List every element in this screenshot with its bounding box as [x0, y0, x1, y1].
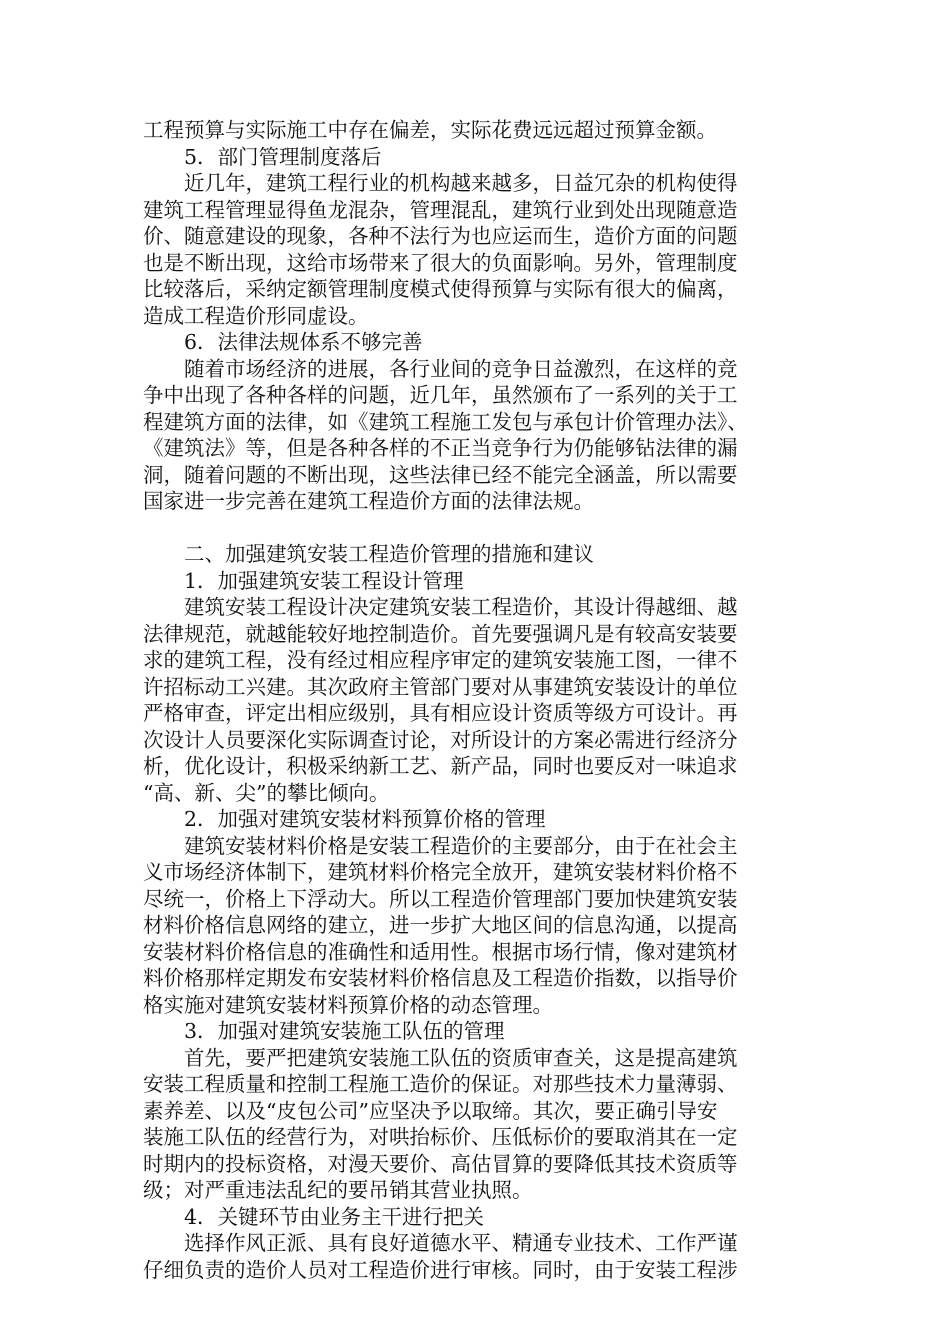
- text-line: 安装工程质量和控制工程施工造价的保证。对那些技术力量薄弱、: [143, 1072, 738, 1096]
- section-heading: 6．法律法规体系不够完善: [184, 330, 423, 354]
- text-line: 比较落后，采纳定额管理制度模式使得预算与实际有很大的偏离，: [143, 277, 738, 301]
- text-line: 许招标动工兴建。其次政府主管部门要对从事建筑安装设计的单位: [143, 674, 738, 699]
- text-line: 安装材料价格信息的准确性和适用性。根据市场行情，像对建筑材: [143, 939, 738, 964]
- text-line: 时期内的投标资格，对漫天要价、高估冒算的要降低其技术资质等: [143, 1151, 738, 1176]
- text-line: 材料价格信息网络的建立，进一步扩大地区间的信息沟通，以提高: [143, 913, 738, 937]
- text-line: 料价格那样定期发布安装材料价格信息及工程造价指数，以指导价: [143, 966, 738, 990]
- text-line: 装施工队伍的经营行为，对哄抬标价、压低标价的要取消其在一定: [143, 1125, 738, 1149]
- text-line: 级；对严重违法乱纪的要吊销其营业执照。: [143, 1178, 533, 1202]
- text-line: 随着市场经济的进展，各行业间的竞争日益激烈，在这样的竞: [184, 356, 738, 381]
- text-line: 国家进一步完善在建筑工程造价方面的法律法规。: [143, 489, 594, 513]
- section-heading: 4．关键环节由业务主干进行把关: [184, 1204, 485, 1229]
- text-line: 严格审查，评定出相应级别，具有相应设计资质等级方可设计。再: [143, 701, 738, 725]
- text-line: 格实施对建筑安装材料预算价格的动态管理。: [143, 992, 553, 1017]
- section-heading: 1．加强建筑安装工程设计管理: [184, 568, 464, 593]
- text-line: 析，优化设计，积极采纳新工艺、新产品，同时也要反对一味追求: [143, 754, 738, 778]
- text-line: 法律规范，就越能较好地控制造价。首先要强调凡是有较高安装要: [143, 621, 738, 646]
- text-line: 洞，随着问题的不断出现，这些法律已经不能完全涵盖，所以需要: [143, 462, 738, 487]
- text-line: 义市场经济体制下，建筑材料价格完全放开，建筑安装材料价格不: [143, 860, 738, 884]
- text-line: 造成工程造价形同虚设。: [143, 303, 369, 328]
- text-line: 也是不断出现，这给市场带来了很大的负面影响。另外，管理制度: [143, 250, 738, 275]
- body-text: [143, 117, 803, 1283]
- text-line: 建筑工程管理显得鱼龙混杂，管理混乱，建筑行业到处出现随意造: [143, 197, 738, 222]
- text-line: 求的建筑工程，没有经过相应程序审定的建筑安装施工图，一律不: [143, 648, 738, 672]
- text-line: 工程预算与实际施工中存在偏差，实际花费远远超过预算金额。: [143, 118, 717, 142]
- text-line: “高、新、尖”的攀比倾向。: [143, 780, 390, 805]
- blank-line: [143, 515, 803, 542]
- text-line: 素养差、以及“皮包公司”应坚决予以取缔。其次，要正确引导安: [143, 1098, 718, 1123]
- section-heading: 5．部门管理制度落后: [184, 144, 382, 169]
- text-line: 近几年，建筑工程行业的机构越来越多，日益冗杂的机构使得: [184, 171, 738, 195]
- section-heading: 2．加强对建筑安装材料预算价格的管理: [184, 807, 546, 831]
- text-line: 首先，要严把建筑安装施工队伍的资质审查关，这是提高建筑: [184, 1045, 738, 1070]
- section-heading: 3．加强对建筑安装施工队伍的管理: [184, 1019, 505, 1043]
- text-line: 建筑安装工程设计决定建筑安装工程造价，其设计得越细、越: [184, 595, 738, 619]
- text-line: 程建筑方面的法律，如《建筑工程施工发包与承包计价管理办法》、: [143, 409, 748, 434]
- text-line: 选择作风正派、具有良好道德水平、精通专业技术、工作严谨: [184, 1231, 738, 1255]
- text-line: 争中出现了各种各样的问题，近几年，虽然颁布了一系列的关于工: [143, 383, 738, 407]
- text-line: 建筑安装材料价格是安装工程造价的主要部分，由于在社会主: [184, 833, 738, 858]
- text-line: 《建筑法》等，但是各种各样的不正当竞争行为仍能够钻法律的漏: [143, 436, 738, 460]
- text-line: 尽统一，价格上下浮动大。所以工程造价管理部门要加快建筑安装: [143, 886, 738, 911]
- text-line: 仔细负责的造价人员对工程造价进行审核。同时，由于安装工程涉: [143, 1257, 738, 1282]
- text-line: 次设计人员要深化实际调查讨论，对所设计的方案必需进行经济分: [143, 727, 738, 752]
- chapter-heading: 二、加强建筑安装工程造价管理的措施和建议: [184, 542, 594, 566]
- text-line: 价、随意建设的现象，各种不法行为也应运而生，造价方面的问题: [143, 224, 738, 248]
